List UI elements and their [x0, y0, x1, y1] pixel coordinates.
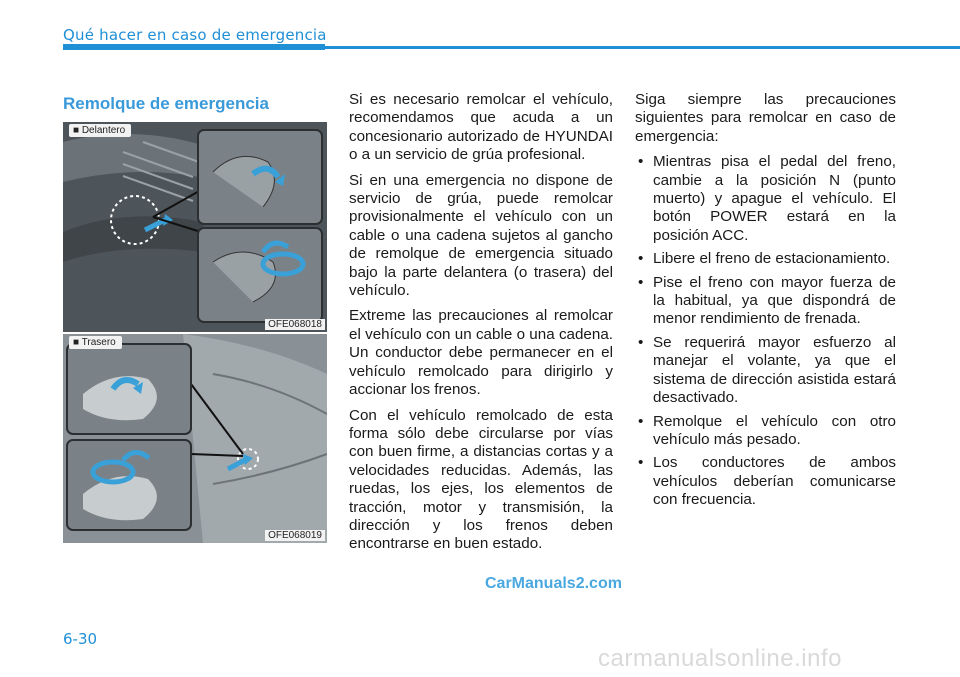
paragraph: Con el vehículo remolcado de esta forma sólo debe circularse por vías con buen firme, a distancias cortas y a velocidades reducidas. Además, las ruedas, los ejes, los elementos de tracción, motor y transmisión, la dirección y los frenos deben encontrarse en buen estado. — [349, 406, 613, 553]
chapter-title: Qué hacer en caso de emergencia — [63, 26, 327, 44]
list-item: • Pise el freno con mayor fuerza de la habitual, ya que dispondrá de menor rendimiento de frenada. — [638, 273, 896, 328]
bullet-icon: • — [638, 412, 644, 430]
right-column — [635, 91, 896, 515]
rear-tow-hook-illustration — [63, 334, 327, 543]
bullet-icon: • — [638, 273, 644, 291]
precautions-list — [635, 153, 896, 509]
bullet-icon: • — [638, 250, 644, 268]
front-tow-hook-illustration — [63, 122, 327, 332]
paragraph: Si es necesario remolcar el vehículo, recomendamos que acuda a un concesionario autorizado de HYUNDAI o a un servicio de grúa profesional. — [349, 91, 613, 164]
paragraph: Si en una emergencia no dispone de servicio de grúa, puede remolcar provisionalmente el vehículo con un cable o una cadena sujetos al gancho de remolque de emergencia situado bajo la parte delantera (o trasera) del vehículo. — [349, 171, 613, 300]
page-number: 6-30 — [63, 630, 98, 648]
watermark-link[interactable]: CarManuals2.com — [485, 575, 622, 592]
rear-bumper-drawing — [63, 334, 327, 543]
front-bumper-drawing — [63, 122, 327, 332]
list-item: • Los conductores de ambos vehículos deberían comunicarse con frecuencia. — [638, 454, 896, 509]
bullet-icon: • — [638, 333, 644, 351]
header-rule-accent — [63, 44, 325, 50]
list-item: • Remolque el vehículo con otro vehículo más pesado. — [638, 412, 896, 448]
paragraph: Extreme las precauciones al remolcar el vehículo con un cable o una cadena. Un conductor debe permanecer en el vehículo remolcado para dirigirlo y accionar los frenos. — [349, 307, 613, 399]
bullet-icon: • — [638, 153, 644, 171]
list-item: • Se requerirá mayor esfuerzo al manejar el volante, ya que el sistema de dirección asistida estará desactivado. — [638, 333, 896, 407]
precautions-intro: Siga siempre las precauciones siguientes para remolcar en caso de emergencia: — [635, 91, 896, 145]
bullet-icon: • — [638, 454, 644, 472]
footer-watermark: carmanualsonline.info — [598, 645, 842, 672]
rear-figure-code: OFE068019 — [265, 530, 325, 541]
front-figure-label: ■ Delantero — [69, 124, 131, 137]
front-figure-code: OFE068018 — [265, 319, 325, 330]
middle-column — [349, 91, 613, 561]
list-item: • Mientras pisa el pedal del freno, cambie a la posición N (punto muerto) y apague el vehículo. El botón POWER estará en la posición ACC. — [638, 153, 896, 244]
rear-figure-label: ■ Trasero — [69, 336, 122, 349]
list-item: • Libere el freno de estacionamiento. — [638, 250, 891, 268]
section-title: Remolque de emergencia — [63, 94, 269, 113]
